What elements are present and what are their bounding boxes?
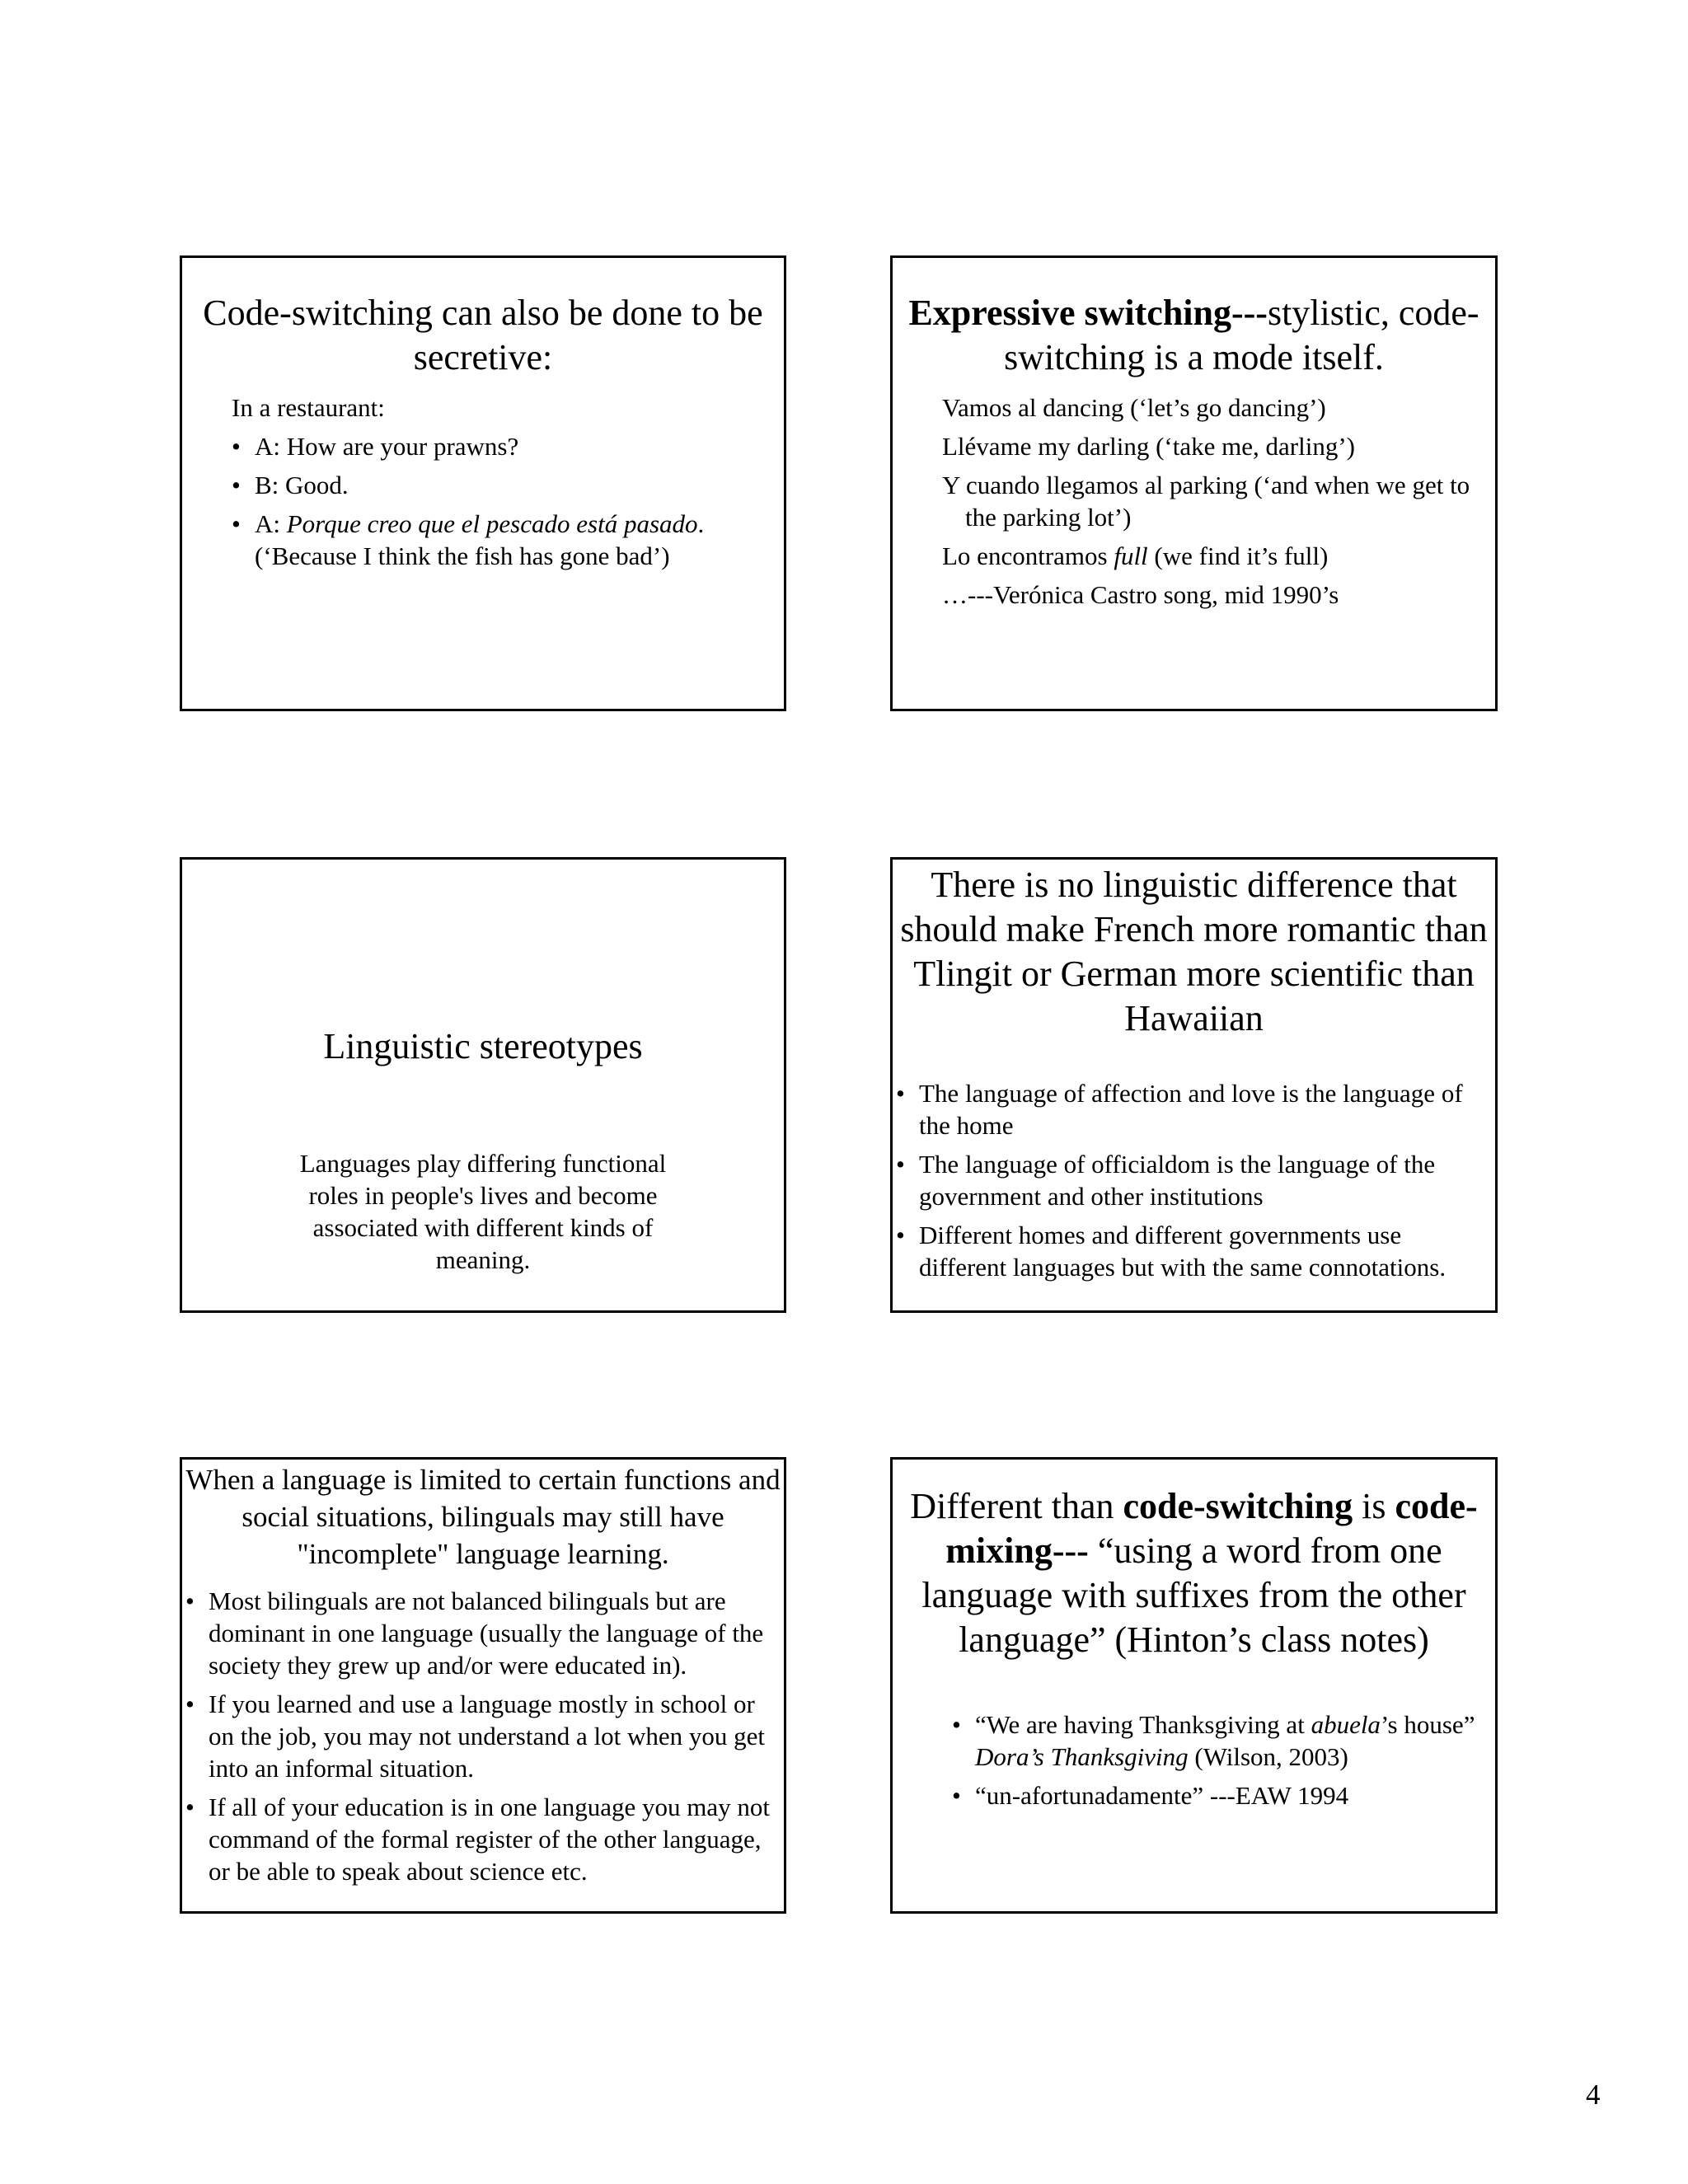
slide-title (893, 1484, 1495, 1662)
bullet-item (952, 1708, 1479, 1773)
title-text: is (1353, 1486, 1395, 1526)
song-attribution: …---Verónica Castro song, mid 1990’s (942, 580, 1339, 609)
lyric-line: Y cuando llegamos al parking (‘and when we get to the parking lot’) (942, 471, 1470, 532)
lyric-italic: full (1114, 541, 1148, 570)
slide-code-mixing (890, 1457, 1498, 1914)
slide-no-linguistic-difference (890, 857, 1498, 1313)
title-bold: code-switching (1123, 1486, 1353, 1526)
page-number: 4 (1586, 2079, 1601, 2111)
intro-line: In a restaurant: (232, 393, 385, 422)
lyric-line: Llévame my darling (‘take me, darling’) (942, 432, 1355, 461)
bullet-italic: abuela (1311, 1710, 1381, 1739)
title-bold: Expressive switching--- (908, 293, 1268, 333)
bullet-list (185, 1585, 772, 1887)
slide-subtitle: Languages play differing functional roles in people's lives and become associated with different kinds of meaning. (299, 1149, 667, 1274)
slide-linguistic-stereotypes (180, 857, 786, 1313)
slide-code-switching-secretive (180, 255, 786, 711)
spanish-quote: Porque creo que el pescado está pasado (286, 509, 698, 538)
book-title: Dora’s Thanksgiving (975, 1742, 1189, 1771)
slide-body (942, 391, 1479, 617)
slide-body (185, 1585, 772, 1894)
bullet-item: • Most bilinguals are not balanced bilinguals but are dominant in one language (usually the language of the society they grew up and/or were educated in). (185, 1585, 772, 1681)
bullet-list (952, 1708, 1479, 1811)
slide-title: Linguistic stereotypes (323, 1026, 643, 1066)
slide-title: There is no linguistic difference that should make French more romantic than Tlingit or German more scientific than Hawaiian (900, 865, 1488, 1038)
slide-title (893, 291, 1495, 380)
lyric-text: Lo encontramos (942, 541, 1114, 570)
slide-expressive-switching (890, 255, 1498, 711)
slide-incomplete-learning (180, 1457, 786, 1914)
title-text: Different than (910, 1486, 1123, 1526)
bullet-text: “We are having Thanksgiving at (975, 1710, 1311, 1739)
bullet-item: • “un-afortunadamente” ---EAW 1994 (952, 1779, 1479, 1811)
title-bold: code-mixing--- (945, 1486, 1478, 1571)
slide-body (232, 391, 767, 579)
bullet-item: • Different homes and different governments use different languages but with the same connotations. (896, 1219, 1484, 1283)
bullet-list (232, 430, 767, 572)
bullet-text: (Wilson, 2003) (1188, 1742, 1348, 1771)
bullet-text: ’s house” (1380, 1710, 1475, 1739)
bullet-list (896, 1077, 1484, 1283)
bullet-suffix: . (‘Because I think the fish has gone bad’) (255, 509, 705, 570)
bullet-item (232, 508, 767, 572)
slide-title: Code-switching can also be done to be secretive: (203, 293, 763, 377)
title-text: “using a word from one language with suffixes from the other language” (Hinton’s class notes) (921, 1530, 1466, 1660)
lyric-line (942, 540, 1479, 572)
bullet-prefix: A: (255, 509, 287, 538)
bullet-item: • A: How are your prawns? (232, 430, 767, 462)
bullet-item: • The language of officialdom is the language of the government and other institutions (896, 1148, 1484, 1212)
lyric-line: Vamos al dancing (‘let’s go dancing’) (942, 393, 1326, 422)
bullet-item: • The language of affection and love is the language of the home (896, 1077, 1484, 1141)
bullet-item: • If all of your education is in one language you may not command of the formal register of the other language, or be able to speak about science etc. (185, 1791, 772, 1887)
slide-body (952, 1708, 1479, 1818)
slide-body (896, 1077, 1484, 1290)
title-rest: stylistic, code-switching is a mode itself. (1004, 293, 1479, 377)
slide-title: When a language is limited to certain functions and social situations, bilinguals may still have "incomplete" language learning. (185, 1464, 781, 1570)
lyric-text: (we find it’s full) (1147, 541, 1329, 570)
bullet-item: • If you learned and use a language mostly in school or on the job, you may not understand a lot when you get into an informal situation. (185, 1688, 772, 1784)
bullet-item: • B: Good. (232, 469, 767, 501)
